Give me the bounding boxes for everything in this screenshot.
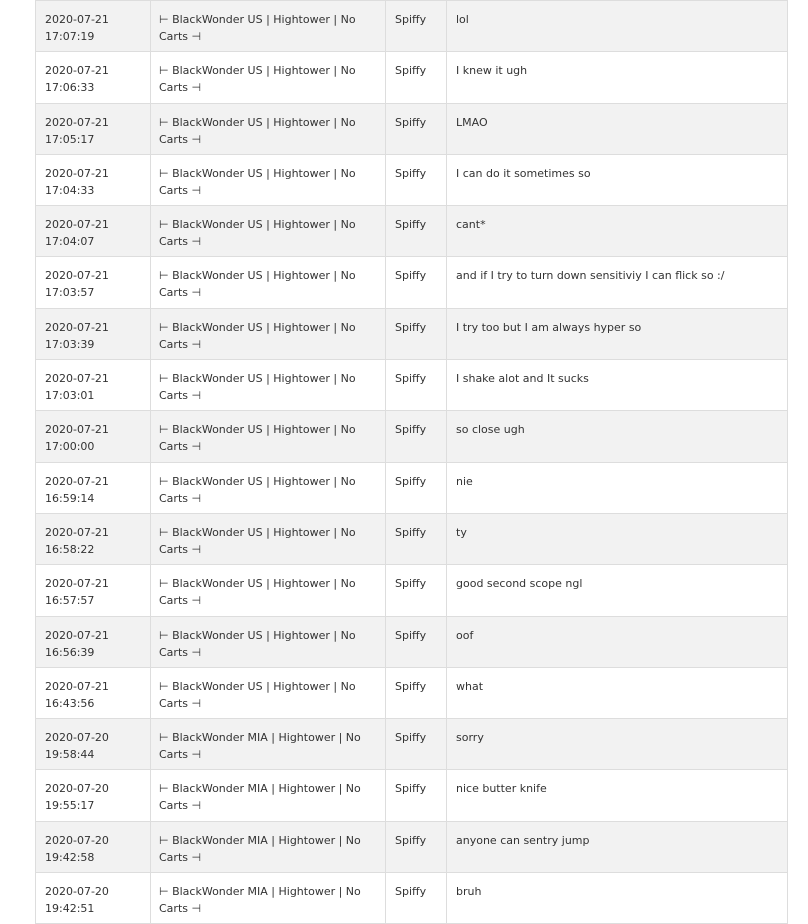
server-name-cell: ⊢ BlackWonder US | Hightower | No Carts ⊣ xyxy=(151,565,386,616)
timestamp-cell xyxy=(36,257,151,308)
table-row xyxy=(36,103,788,154)
timestamp-time: 16:43:56 xyxy=(45,696,95,710)
message-cell: cant* xyxy=(447,206,788,257)
timestamp-time: 17:03:39 xyxy=(45,337,95,351)
timestamp-date: 2020-07-21 xyxy=(45,423,109,437)
username-cell: Spiffy xyxy=(386,667,447,718)
server-name-cell: ⊢ BlackWonder US | Hightower | No Carts ⊣ xyxy=(151,462,386,513)
timestamp-time: 16:56:39 xyxy=(45,645,95,659)
timestamp-date: 2020-07-21 xyxy=(45,64,109,78)
server-name-cell: ⊢ BlackWonder US | Hightower | No Carts ⊣ xyxy=(151,206,386,257)
timestamp-cell xyxy=(36,1,151,52)
timestamp-time: 16:59:14 xyxy=(45,491,95,505)
timestamp-time: 19:55:17 xyxy=(45,799,95,813)
message-cell: nice butter knife xyxy=(447,770,788,821)
timestamp-date: 2020-07-21 xyxy=(45,166,109,180)
table-row xyxy=(36,462,788,513)
table-row xyxy=(36,206,788,257)
timestamp-time: 17:03:01 xyxy=(45,389,95,403)
timestamp-date: 2020-07-20 xyxy=(45,782,109,796)
timestamp-cell xyxy=(36,206,151,257)
username-cell: Spiffy xyxy=(386,257,447,308)
timestamp-cell xyxy=(36,411,151,462)
message-cell: oof xyxy=(447,616,788,667)
server-name-cell: ⊢ BlackWonder MIA | Hightower | No Carts ⊣ xyxy=(151,873,386,924)
timestamp-time: 17:04:33 xyxy=(45,183,95,197)
username-cell: Spiffy xyxy=(386,154,447,205)
table-row xyxy=(36,360,788,411)
server-name-cell: ⊢ BlackWonder US | Hightower | No Carts ⊣ xyxy=(151,308,386,359)
server-name-cell: ⊢ BlackWonder MIA | Hightower | No Carts ⊣ xyxy=(151,821,386,872)
timestamp-date: 2020-07-21 xyxy=(45,13,109,26)
timestamp-date: 2020-07-20 xyxy=(45,731,109,745)
message-cell: LMAO xyxy=(447,103,788,154)
username-cell: Spiffy xyxy=(386,308,447,359)
username-cell: Spiffy xyxy=(386,616,447,667)
server-name-cell: ⊢ BlackWonder MIA | Hightower | No Carts ⊣ xyxy=(151,770,386,821)
timestamp-time: 19:42:51 xyxy=(45,902,95,916)
server-name-cell: ⊢ BlackWonder US | Hightower | No Carts ⊣ xyxy=(151,257,386,308)
message-cell: so close ugh xyxy=(447,411,788,462)
server-name-cell: ⊢ BlackWonder US | Hightower | No Carts ⊣ xyxy=(151,103,386,154)
username-cell: Spiffy xyxy=(386,719,447,770)
timestamp-cell xyxy=(36,873,151,924)
timestamp-time: 16:57:57 xyxy=(45,594,95,608)
timestamp-date: 2020-07-21 xyxy=(45,525,109,539)
timestamp-cell xyxy=(36,719,151,770)
table-row xyxy=(36,616,788,667)
timestamp-date: 2020-07-21 xyxy=(45,269,109,283)
message-cell: I try too but I am always hyper so xyxy=(447,308,788,359)
timestamp-cell xyxy=(36,154,151,205)
table-row xyxy=(36,154,788,205)
message-cell: I can do it sometimes so xyxy=(447,154,788,205)
server-name-cell: ⊢ BlackWonder US | Hightower | No Carts ⊣ xyxy=(151,616,386,667)
message-cell: good second scope ngl xyxy=(447,565,788,616)
message-cell: sorry xyxy=(447,719,788,770)
timestamp-time: 17:00:00 xyxy=(45,440,95,454)
table-row xyxy=(36,719,788,770)
table-row xyxy=(36,565,788,616)
timestamp-time: 16:58:22 xyxy=(45,542,95,556)
username-cell: Spiffy xyxy=(386,565,447,616)
username-cell: Spiffy xyxy=(386,411,447,462)
timestamp-time: 17:04:07 xyxy=(45,235,95,249)
timestamp-date: 2020-07-21 xyxy=(45,372,109,386)
timestamp-date: 2020-07-21 xyxy=(45,320,109,334)
username-cell: Spiffy xyxy=(386,770,447,821)
timestamp-time: 19:42:58 xyxy=(45,850,95,864)
timestamp-cell xyxy=(36,821,151,872)
timestamp-cell xyxy=(36,308,151,359)
timestamp-date: 2020-07-20 xyxy=(45,833,109,847)
message-cell: I shake alot and It sucks xyxy=(447,360,788,411)
message-cell: ty xyxy=(447,513,788,564)
server-name-cell: ⊢ BlackWonder US | Hightower | No Carts ⊣ xyxy=(151,1,386,52)
table-row xyxy=(36,873,788,924)
server-name-cell: ⊢ BlackWonder US | Hightower | No Carts ⊣ xyxy=(151,513,386,564)
timestamp-time: 17:07:19 xyxy=(45,30,95,43)
message-cell: I knew it ugh xyxy=(447,52,788,103)
username-cell: Spiffy xyxy=(386,52,447,103)
timestamp-date: 2020-07-21 xyxy=(45,577,109,591)
table-row xyxy=(36,667,788,718)
timestamp-time: 19:58:44 xyxy=(45,748,95,762)
message-cell: and if I try to turn down sensitiviy I can flick so :/ xyxy=(447,257,788,308)
timestamp-date: 2020-07-21 xyxy=(45,115,109,129)
username-cell: Spiffy xyxy=(386,103,447,154)
server-name-cell: ⊢ BlackWonder MIA | Hightower | No Carts ⊣ xyxy=(151,719,386,770)
server-name-cell: ⊢ BlackWonder US | Hightower | No Carts ⊣ xyxy=(151,411,386,462)
timestamp-cell xyxy=(36,565,151,616)
message-cell: nie xyxy=(447,462,788,513)
table-row xyxy=(36,411,788,462)
table-row xyxy=(36,52,788,103)
timestamp-date: 2020-07-21 xyxy=(45,218,109,232)
username-cell: Spiffy xyxy=(386,462,447,513)
timestamp-cell xyxy=(36,513,151,564)
timestamp-cell xyxy=(36,616,151,667)
timestamp-time: 17:06:33 xyxy=(45,81,95,95)
timestamp-cell xyxy=(36,462,151,513)
chat-log-body xyxy=(36,1,788,924)
timestamp-cell xyxy=(36,52,151,103)
timestamp-time: 17:03:57 xyxy=(45,286,95,300)
timestamp-date: 2020-07-20 xyxy=(45,885,109,899)
timestamp-cell xyxy=(36,103,151,154)
message-cell: what xyxy=(447,667,788,718)
table-row xyxy=(36,821,788,872)
timestamp-date: 2020-07-21 xyxy=(45,679,109,693)
username-cell: Spiffy xyxy=(386,206,447,257)
timestamp-cell xyxy=(36,667,151,718)
username-cell: Spiffy xyxy=(386,873,447,924)
message-cell: bruh xyxy=(447,873,788,924)
server-name-cell: ⊢ BlackWonder US | Hightower | No Carts ⊣ xyxy=(151,154,386,205)
server-name-cell: ⊢ BlackWonder US | Hightower | No Carts ⊣ xyxy=(151,667,386,718)
timestamp-date: 2020-07-21 xyxy=(45,474,109,488)
username-cell: Spiffy xyxy=(386,360,447,411)
username-cell: Spiffy xyxy=(386,1,447,52)
table-row xyxy=(36,257,788,308)
server-name-cell: ⊢ BlackWonder US | Hightower | No Carts ⊣ xyxy=(151,360,386,411)
table-row xyxy=(36,513,788,564)
table-row xyxy=(36,1,788,52)
server-name-cell: ⊢ BlackWonder US | Hightower | No Carts ⊣ xyxy=(151,52,386,103)
timestamp-cell xyxy=(36,360,151,411)
username-cell: Spiffy xyxy=(386,821,447,872)
table-row xyxy=(36,308,788,359)
username-cell: Spiffy xyxy=(386,513,447,564)
timestamp-cell xyxy=(36,770,151,821)
message-cell: lol xyxy=(447,1,788,52)
table-row xyxy=(36,770,788,821)
message-cell: anyone can sentry jump xyxy=(447,821,788,872)
timestamp-date: 2020-07-21 xyxy=(45,628,109,642)
timestamp-time: 17:05:17 xyxy=(45,132,95,146)
chat-log-table xyxy=(35,0,788,924)
